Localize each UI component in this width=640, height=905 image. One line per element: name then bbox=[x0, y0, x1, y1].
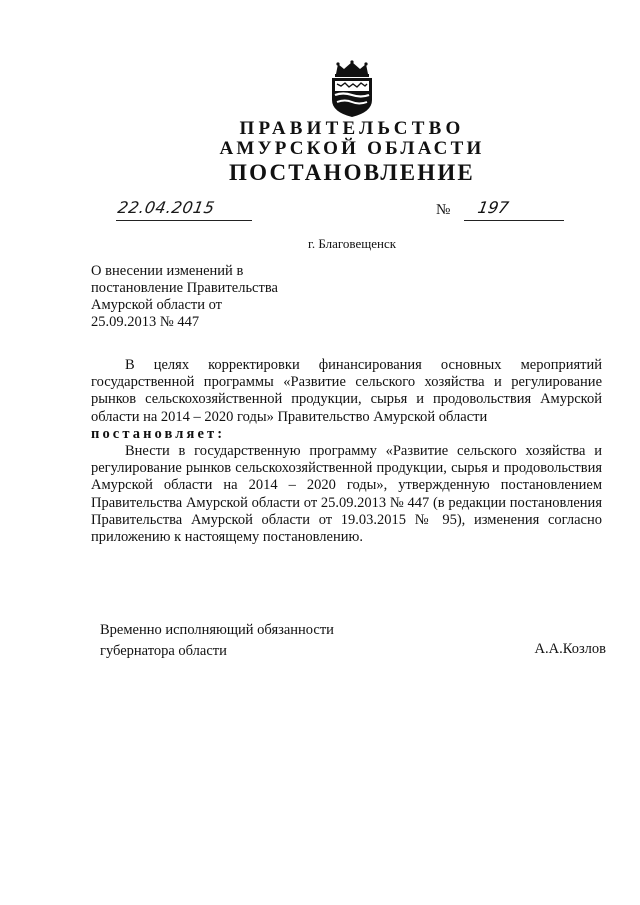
subject-line: Амурской области от bbox=[91, 297, 223, 313]
handwritten-number: 197 bbox=[476, 198, 511, 217]
date-field bbox=[116, 198, 252, 221]
subject-block bbox=[91, 263, 321, 331]
preamble-paragraph: В целях корректировки финансирования основных мероприятий государственной программы «Развитие сельского хозяйства и регулирование рынков сельскохозяйственной продукции, сырья и продовольствия Амурской области на 2014 – 2020 годы» Правительство Амурской области bbox=[91, 357, 602, 425]
subject-line: 25.09.2013 № 447 bbox=[91, 314, 200, 330]
subject-line: О внесении изменений в bbox=[91, 263, 244, 279]
handwritten-date: 22.04.2015 bbox=[116, 198, 217, 217]
document-type-title: ПОСТАНОВЛЕНИЕ bbox=[229, 160, 475, 185]
decree-word: постановляет: bbox=[91, 426, 226, 442]
position-line: Временно исполняющий обязанности bbox=[100, 622, 334, 638]
city-line: г. Благовещенск bbox=[307, 236, 397, 251]
region-title: АМУРСКОЙ ОБЛАСТИ bbox=[219, 138, 485, 159]
government-title: ПРАВИТЕЛЬСТВО bbox=[239, 118, 465, 139]
subject-line: постановление Правительства bbox=[91, 280, 278, 296]
number-field bbox=[464, 198, 564, 221]
decree-paragraph: Внести в государственную программу «Развитие сельского хозяйства и регулирование рынков сельскохозяйственной продукции, сырья и продовольствия Амурской области на 2014 – 2020 годы», утвержденную постановлением Правительства Амурской области от 25.09.2013 № 447 (в редакции постановления Правительства Амурской области от 19.03.2015 № 95), изменения согласно приложению к настоящему постановлению. bbox=[91, 443, 602, 546]
number-sign: № bbox=[436, 202, 451, 218]
signatory-position bbox=[100, 620, 334, 662]
position-line: губернатора области bbox=[100, 643, 227, 659]
signatory-name: А.А.Козлов bbox=[534, 641, 606, 657]
coat-of-arms-icon bbox=[327, 60, 377, 118]
